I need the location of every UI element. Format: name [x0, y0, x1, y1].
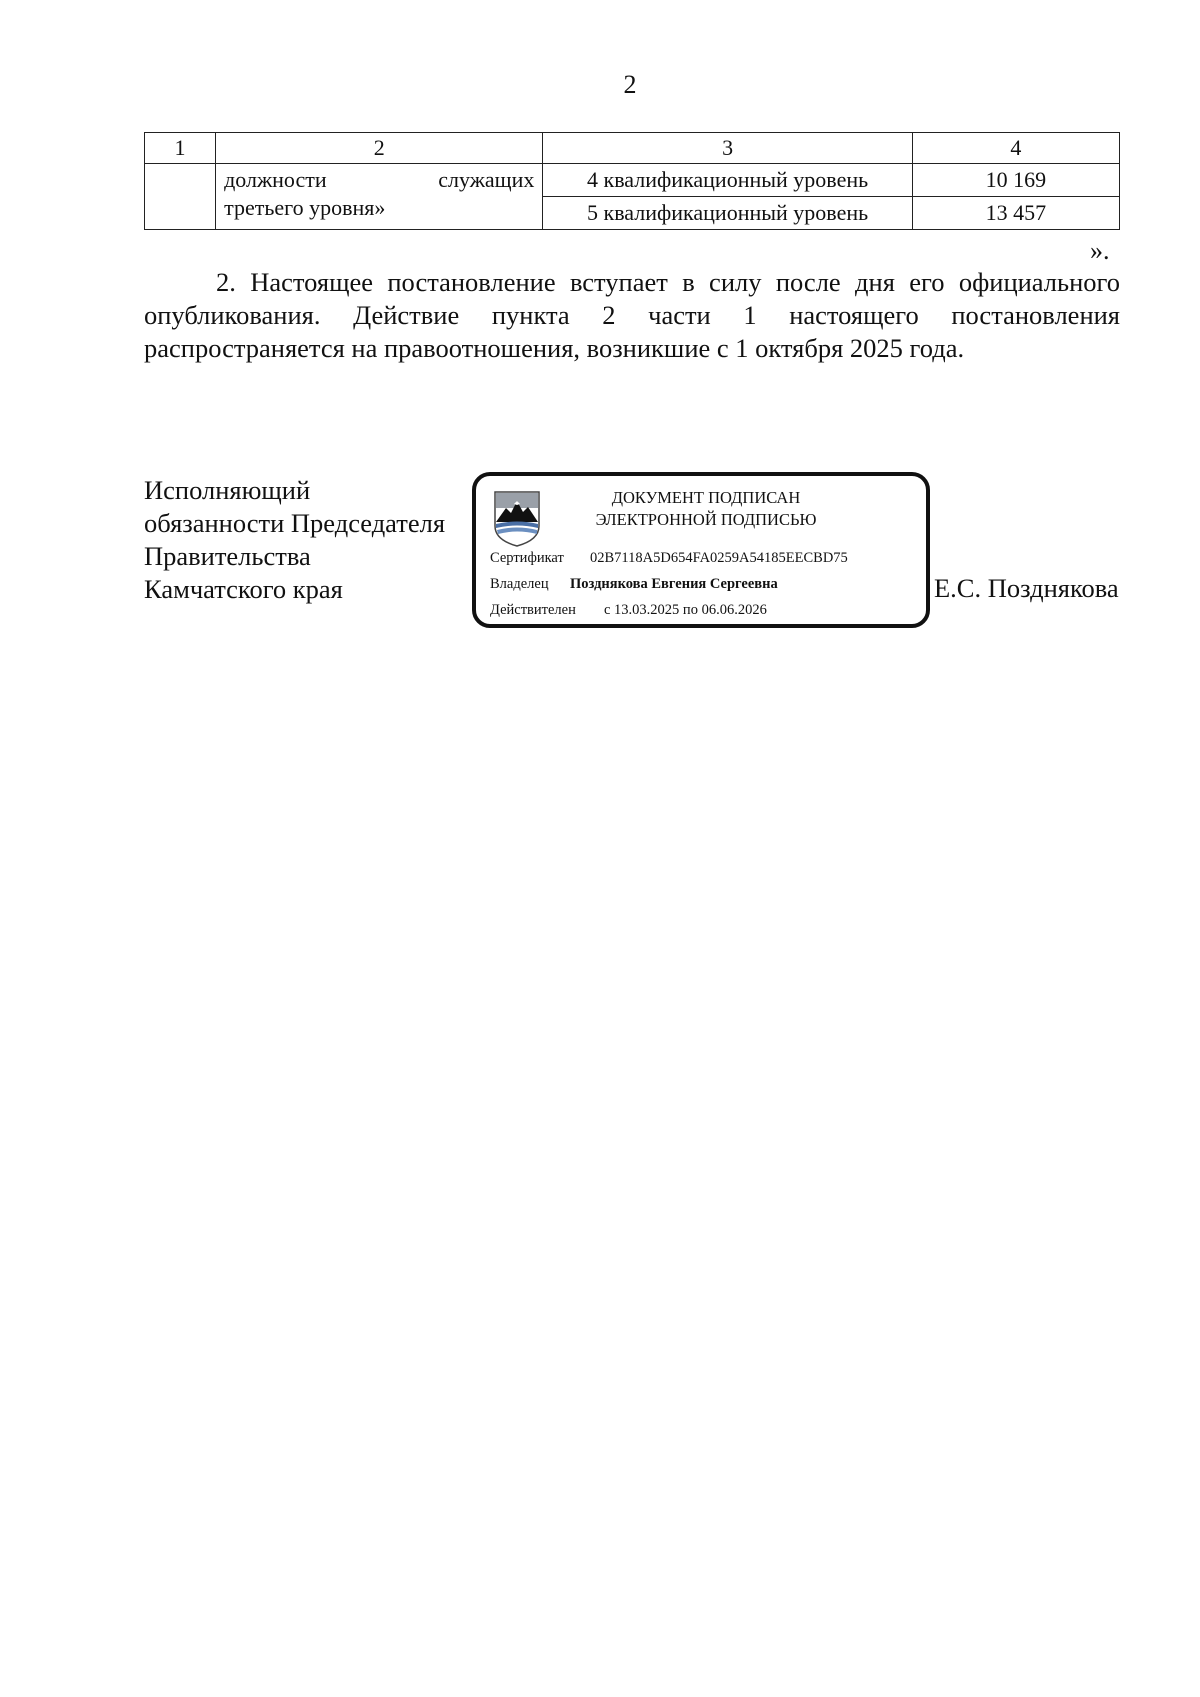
amount-cell: 13 457 [912, 197, 1119, 230]
header-cell: 1 [145, 133, 216, 164]
position-line: Исполняющий [144, 475, 311, 505]
closing-quote: ». [1090, 236, 1110, 265]
body-paragraph: 2. Настоящее постановление вступает в силу после дня его официального опубликования. Действие пункта 2 части 1 настоящего постановления распространяется на правоотношения, возникшие с 1 октября 2025 года. [144, 267, 1120, 363]
table-row [145, 164, 1120, 197]
description-word: должности [224, 167, 327, 192]
amount-cell: 10 169 [912, 164, 1119, 197]
header-cell: 4 [912, 133, 1119, 164]
validity-row [490, 602, 767, 619]
owner-row [490, 576, 778, 593]
qualification-level-cell: 4 квалификационный уровень [543, 164, 912, 197]
position-line: Камчатского края [144, 574, 343, 604]
empty-cell [145, 164, 216, 230]
owner-label: Владелец [490, 576, 549, 592]
stamp-title: ЭЛЕКТРОННОЙ ПОДПИСЬЮ [595, 510, 817, 529]
position-line: обязанности Председателя [144, 508, 446, 538]
certificate-label: Сертификат [490, 550, 564, 566]
description-word: служащих [438, 167, 535, 192]
position-description-cell [216, 164, 543, 230]
position-line: Правительства [144, 541, 311, 571]
validity-value: с 13.03.2025 по 06.06.2026 [604, 602, 767, 618]
qualification-level-cell: 5 квалификационный уровень [543, 197, 912, 230]
electronic-signature-stamp [472, 472, 930, 628]
description-line: третьего уровня» [224, 195, 386, 220]
kamchatka-emblem-icon [492, 488, 542, 548]
header-cell: 2 [216, 133, 543, 164]
certificate-row [490, 550, 848, 567]
certificate-value: 02B7118A5D654FA0259A54185EECBD75 [590, 550, 848, 566]
owner-value: Позднякова Евгения Сергеевна [570, 576, 778, 592]
signer-name: Е.С. Позднякова [934, 573, 1119, 603]
page-number: 2 [623, 70, 637, 99]
stamp-title: ДОКУМЕНТ ПОДПИСАН [611, 488, 801, 507]
salary-table [144, 132, 1120, 230]
header-cell: 3 [543, 133, 912, 164]
signatory-position [144, 474, 445, 606]
validity-label: Действителен [490, 602, 576, 618]
table-header-row [145, 133, 1120, 164]
